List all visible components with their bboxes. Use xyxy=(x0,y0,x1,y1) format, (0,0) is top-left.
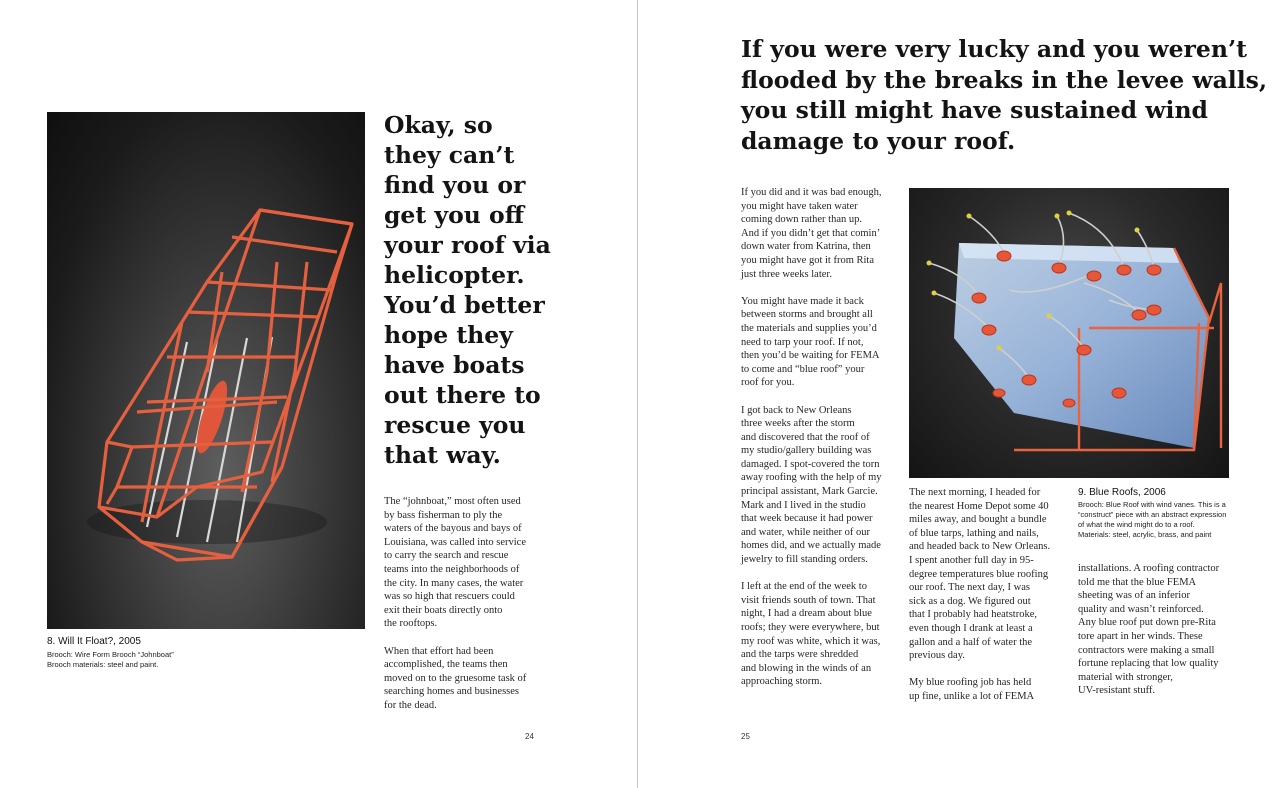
blue-roof-illustration xyxy=(909,188,1229,478)
pull-quote-line: out there to xyxy=(384,381,541,409)
pull-quote-line: that way. xyxy=(384,441,501,469)
pull-quote-line: rescue you xyxy=(384,411,526,439)
caption-line: Brooch materials: steel and paint. xyxy=(47,660,159,669)
johnboat-brooch-photo xyxy=(47,112,365,629)
text-line: my studio/gallery building was xyxy=(741,445,872,457)
paragraph xyxy=(384,495,544,631)
text-line: to carry the search and rescue xyxy=(384,550,509,562)
book-spine xyxy=(637,0,638,788)
text-line: and blowing in the winds of an xyxy=(741,662,872,674)
paragraph xyxy=(384,645,544,713)
text-line: the city. In many cases, the water xyxy=(384,577,524,589)
text-line: The next morning, I headed for xyxy=(909,487,1041,498)
text-line: tore apart in her winds. These xyxy=(1078,630,1203,642)
text-line: even though I drank at least a xyxy=(909,622,1033,634)
text-line: coming down rather than up. xyxy=(741,214,863,226)
text-line: I spent another full day in 95- xyxy=(909,554,1034,566)
caption-line: Brooch: Blue Roof with wind vanes. This is a xyxy=(1078,500,1226,509)
text-line: UV-resistant stuff. xyxy=(1078,685,1155,697)
text-line: Louisiana, was called into service xyxy=(384,536,526,548)
pull-quote-line: hope they xyxy=(384,321,513,349)
column-3-text xyxy=(1078,562,1238,712)
paragraph xyxy=(909,676,1069,703)
text-line: material with stronger, xyxy=(1078,671,1173,683)
pull-quote-line: they can’t xyxy=(384,141,515,169)
text-line: Any blue roof put down pre-Rita xyxy=(1078,617,1216,629)
text-line: previous day. xyxy=(909,650,965,662)
caption-line: Materials: steel, acrylic, brass, and paint xyxy=(1078,530,1212,539)
text-line: by bass fisherman to ply the xyxy=(384,509,503,521)
text-line: and the tarps were shredded xyxy=(741,649,859,661)
text-line: down water from Katrina, then xyxy=(741,241,871,253)
text-line: sick as a dog. We figured out xyxy=(909,595,1031,607)
headline-line: you still might have sustained wind xyxy=(741,96,1208,124)
pull-quote-line: get you off xyxy=(384,201,524,229)
text-line: sheeting was of an inferior xyxy=(1078,590,1190,602)
text-line: between storms and brought all xyxy=(741,309,873,321)
paragraph xyxy=(741,404,901,567)
text-line: three weeks after the storm xyxy=(741,418,855,430)
text-line: told me that the blue FEMA xyxy=(1078,576,1197,588)
text-line: I left at the end of the week to xyxy=(741,581,867,593)
text-line: that week because it had power xyxy=(741,513,873,525)
text-line: and water, while neither of our xyxy=(741,526,871,538)
text-line: jewelry to fill standing orders. xyxy=(741,554,868,566)
page-headline xyxy=(741,34,1268,156)
headline-line: flooded by the breaks in the levee walls, xyxy=(741,65,1268,94)
blue-roof-brooch-photo xyxy=(909,188,1229,478)
paragraph xyxy=(741,580,901,689)
left-body-text xyxy=(384,495,544,726)
text-line: exit their boats directly onto xyxy=(384,604,503,616)
page-number-left: 24 xyxy=(525,732,534,741)
text-line: then you’d be waiting for FEMA xyxy=(741,350,880,362)
text-line: accomplished, the teams then xyxy=(384,659,508,671)
paragraph xyxy=(741,186,901,281)
text-line: of blue tarps, lathing and nails, xyxy=(909,527,1039,539)
text-line: homes did, and we actually made xyxy=(741,540,881,552)
text-line: installations. A roofing contractor xyxy=(1078,563,1220,574)
column-1-text xyxy=(741,186,901,703)
figure-8-caption-title: 8. Will It Float?, 2005 xyxy=(47,636,141,647)
pull-quote-line: have boats xyxy=(384,351,525,379)
text-line: My blue roofing job has held xyxy=(909,677,1032,689)
text-line: quality and wasn’t reinforced. xyxy=(1078,603,1204,615)
headline-line: damage to your roof. xyxy=(741,126,1016,155)
figure-9-caption-title: 9. Blue Roofs, 2006 xyxy=(1078,487,1166,498)
text-line: Mark and I lived in the studio xyxy=(741,499,866,511)
text-line: the nearest Home Depot some 40 xyxy=(909,500,1049,512)
text-line: the rooftops. xyxy=(384,618,438,630)
text-line: that I probably had heatstroke, xyxy=(909,609,1037,621)
text-line: miles away, and bought a bundle xyxy=(909,514,1047,526)
text-line: damaged. I spot-covered the torn xyxy=(741,458,880,470)
figure-9-caption-text xyxy=(1078,500,1226,540)
column-2-text xyxy=(909,486,1069,717)
pull-quote-line: find you or xyxy=(384,171,526,199)
text-line: The “johnboat,” most often used xyxy=(384,496,521,507)
page-number-right: 25 xyxy=(741,732,750,741)
text-line: you might have taken water xyxy=(741,200,858,212)
text-line: visit friends south of town. That xyxy=(741,594,876,606)
paragraph xyxy=(909,486,1069,663)
text-line: for the dead. xyxy=(384,699,437,711)
text-line: roof for you. xyxy=(741,377,795,389)
text-line: gallon and a half of water the xyxy=(909,636,1033,648)
text-line: my roof was white, which it was, xyxy=(741,635,881,647)
text-line: When that effort had been xyxy=(384,645,494,657)
text-line: waters of the bayous and bays of xyxy=(384,523,522,535)
caption-line: “construct” piece with an abstract expression xyxy=(1078,510,1227,519)
headline-line: If you were very lucky and you weren’t xyxy=(741,35,1247,63)
text-line: away roofing with the help of my xyxy=(741,472,882,484)
text-line: and headed back to New Orleans. xyxy=(909,541,1051,553)
paragraph xyxy=(741,295,901,390)
text-line: moved on to the gruesome task of xyxy=(384,672,527,684)
text-line: fortune replacing that low quality xyxy=(1078,658,1219,670)
pull-quote xyxy=(384,110,584,470)
text-line: need to tarp your roof. If not, xyxy=(741,336,864,348)
caption-line: Brooch: Wire Form Brooch “Johnboat” xyxy=(47,650,174,659)
text-line: roofs; they were everywhere, but xyxy=(741,622,880,633)
text-line: You might have made it back xyxy=(741,295,864,307)
text-line: night, I had a dream about blue xyxy=(741,608,872,620)
text-line: the materials and supplies you’d xyxy=(741,322,877,334)
text-line: you might have got it from Rita xyxy=(741,254,874,266)
pull-quote-line: your roof via xyxy=(384,231,551,259)
text-line: just three weeks later. xyxy=(741,268,832,280)
text-line: And if you didn’t get that comin’ xyxy=(741,227,881,239)
text-line: I got back to New Orleans xyxy=(741,404,852,416)
pull-quote-line: You’d better xyxy=(384,291,545,319)
text-line: If you did and it was bad enough, xyxy=(741,187,882,198)
text-line: and discovered that the roof of xyxy=(741,431,870,443)
text-line: searching homes and businesses xyxy=(384,686,520,698)
text-line: teams into the neighborhoods of xyxy=(384,563,520,575)
text-line: degree temperatures blue roofing xyxy=(909,568,1049,580)
caption-line: of what the wind might do to a roof. xyxy=(1078,520,1195,529)
text-line: approaching storm. xyxy=(741,676,823,688)
pull-quote-line: helicopter. xyxy=(384,261,525,289)
text-line: up fine, unlike a lot of FEMA xyxy=(909,690,1035,702)
text-line: was so high that rescuers could xyxy=(384,591,515,603)
text-line: to come and “blue roof” your xyxy=(741,363,865,375)
paragraph xyxy=(1078,562,1238,698)
figure-8-caption-text xyxy=(47,650,174,670)
text-line: our roof. The next day, I was xyxy=(909,582,1031,594)
text-line: principal assistant, Mark Garcie. xyxy=(741,486,878,498)
pull-quote-line: Okay, so xyxy=(384,111,493,139)
text-line: contractors were making a small xyxy=(1078,644,1215,656)
johnboat-wire-illustration xyxy=(47,112,365,629)
